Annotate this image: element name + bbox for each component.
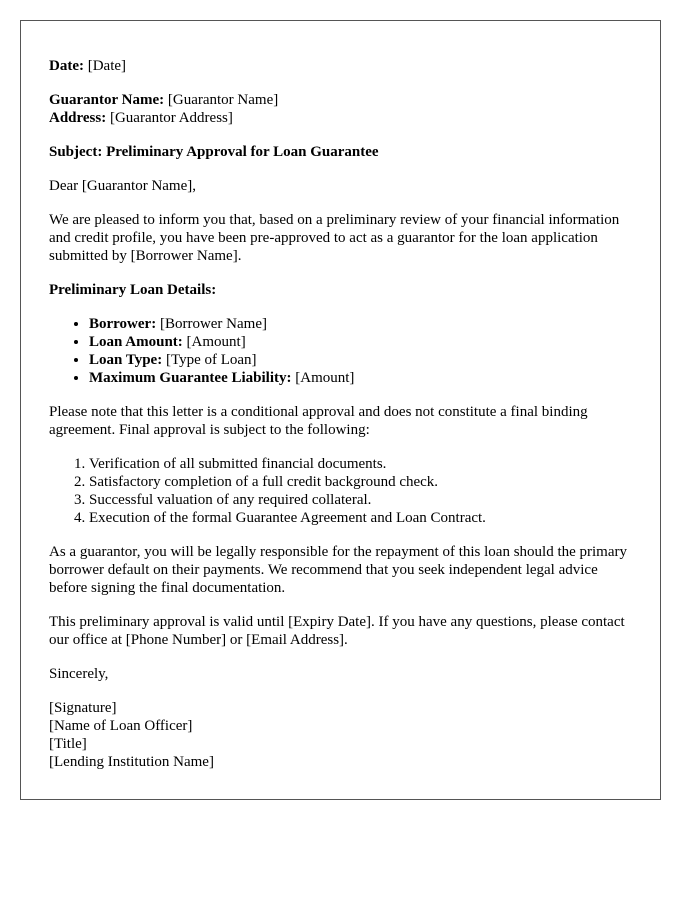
conditions-list xyxy=(49,455,632,527)
list-item: • Loan Type: [Type of Loan] xyxy=(89,351,632,369)
date-line: Date: [Date] xyxy=(49,58,127,74)
list-item: • Borrower: [Borrower Name] xyxy=(89,315,632,333)
list-item: • Maximum Guarantee Liability: [Amount] xyxy=(89,369,632,387)
list-item: 2. Satisfactory completion of a full credit background check. xyxy=(89,473,632,491)
list-item: 3. Successful valuation of any required collateral. xyxy=(89,491,632,509)
list-item: 4. Execution of the formal Guarantee Agreement and Loan Contract. xyxy=(89,509,632,527)
responsibility-paragraph: As a guarantor, you will be legally responsible for the repayment of this loan should the primary borrower default on their payments. We recommend that you seek independent legal advice before signing the final documentation. xyxy=(49,544,628,596)
validity-paragraph: This preliminary approval is valid until [Expiry Date]. If you have any questions, please contact our office at [Phone Number] or [Email Address]. xyxy=(49,614,625,648)
conditions-intro: Please note that this letter is a conditional approval and does not constitute a final binding agreement. Final approval is subject to the following: xyxy=(49,404,588,438)
list-item: • Loan Amount: [Amount] xyxy=(89,333,632,351)
closing: Sincerely, xyxy=(49,666,109,682)
signature-block: [Signature] [Name of Loan Officer] [Title] [Lending Institution Name] xyxy=(49,700,214,770)
guarantor-block: Guarantor Name: [Guarantor Name] Address: [Guarantor Address] xyxy=(49,92,279,126)
letter xyxy=(20,20,661,800)
details-heading: Preliminary Loan Details: xyxy=(49,282,217,298)
subject-line: Subject: Preliminary Approval for Loan Guarantee xyxy=(49,144,379,160)
intro-paragraph: We are pleased to inform you that, based on a preliminary review of your financial information and credit profile, you have been pre-approved to act as a guarantor for the loan application submitted by [Borrower Name]. xyxy=(49,212,620,264)
salutation: Dear [Guarantor Name], xyxy=(49,178,197,194)
loan-details-list xyxy=(49,315,632,387)
list-item: 1. Verification of all submitted financial documents. xyxy=(89,455,632,473)
